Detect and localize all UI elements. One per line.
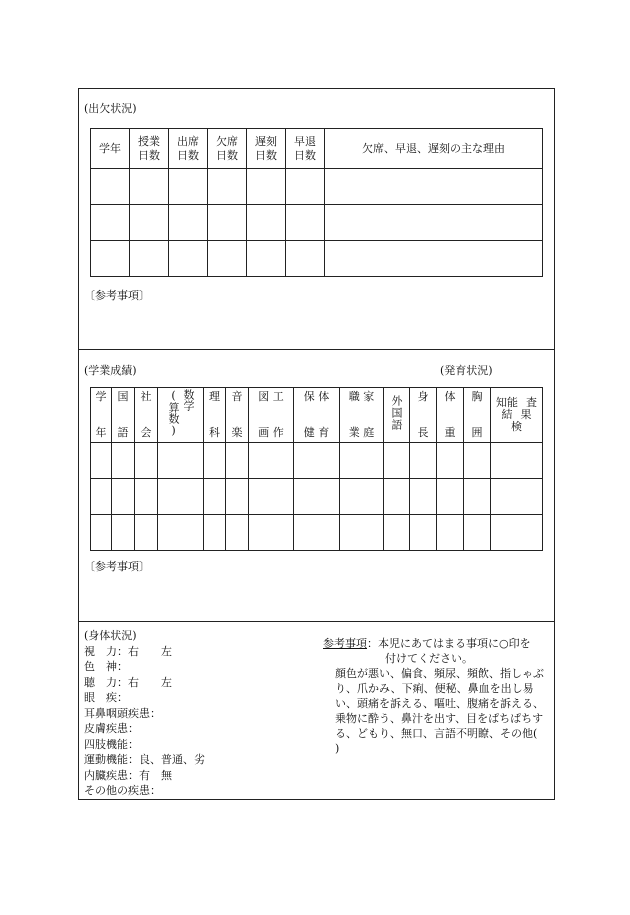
attendance-cell[interactable] [130, 205, 169, 241]
attendance-cell[interactable] [208, 241, 247, 277]
attendance-header-2 [169, 129, 208, 169]
grades-reference-label: 〔参考事項〕 [84, 560, 150, 573]
attendance-header-6 [325, 129, 543, 169]
attendance-cell[interactable] [169, 205, 208, 241]
attendance-header-text: 授業 [138, 134, 160, 148]
physical-line-limbs: 四肢機能： [84, 737, 139, 751]
section-divider-1 [78, 349, 555, 350]
attendance-header-row [91, 129, 543, 169]
header-hotai: 保 体 健 育 [294, 388, 340, 443]
physical-title: (身体状況) [84, 629, 137, 642]
header-zuko: 図 工 画 作 [249, 388, 294, 443]
header-shincho: 身 長 [410, 388, 437, 443]
attendance-cell[interactable] [208, 169, 247, 205]
grades-row [91, 443, 543, 479]
attendance-title: (出欠状況) [84, 102, 137, 115]
attendance-row [91, 205, 543, 241]
grades-row [91, 515, 543, 551]
physical-line-internal: 内臓疾患：有 無 [84, 768, 172, 782]
physical-line-vision: 視 力：右 左 [84, 644, 172, 658]
grades-header-row [91, 388, 543, 443]
attendance-header-0 [91, 129, 130, 169]
reference-notes [323, 636, 582, 756]
attendance-header-5 [286, 129, 325, 169]
attendance-cell[interactable] [91, 241, 130, 277]
notes-label: 参考事項 [323, 637, 367, 650]
header-gaikokugo: 外国語 [384, 388, 410, 443]
attendance-cell[interactable] [286, 205, 325, 241]
attendance-header-1 [130, 129, 169, 169]
attendance-row [91, 241, 543, 277]
attendance-header-text: 日数 [216, 148, 238, 162]
attendance-header-text: 欠席、早退、遅刻の主な理由 [362, 141, 505, 155]
grades-table [90, 387, 543, 551]
attendance-cell[interactable] [325, 241, 543, 277]
attendance-header-4 [247, 129, 286, 169]
attendance-header-text: 日数 [294, 148, 316, 162]
physical-line-motor: 運動機能：良、普通、劣 [84, 753, 205, 766]
header-shakai: 社 会 [135, 388, 158, 443]
attendance-cell[interactable] [247, 241, 286, 277]
attendance-header-text: 遅刻 [255, 134, 277, 148]
attendance-header-text: 学年 [99, 141, 121, 155]
attendance-cell[interactable] [247, 205, 286, 241]
physical-line-ent: 耳鼻咽頭疾患： [84, 706, 161, 720]
growth-title: (発育状況) [440, 364, 493, 377]
attendance-cell[interactable] [169, 241, 208, 277]
header-kyoi: 胸 囲 [464, 388, 491, 443]
physical-status [84, 628, 205, 799]
header-kokugo: 国 語 [112, 388, 135, 443]
attendance-cell[interactable] [247, 169, 286, 205]
attendance-cell[interactable] [286, 241, 325, 277]
attendance-cell[interactable] [169, 169, 208, 205]
header-gakunen: 学 年 [91, 388, 112, 443]
physical-line-eye: 眼 疾： [84, 691, 128, 704]
header-sugaku: 数学 (算数) [158, 388, 204, 443]
attendance-header-text: 早退 [294, 134, 316, 148]
attendance-cell[interactable] [91, 205, 130, 241]
grades-row [91, 479, 543, 515]
grades-title: (学業成績) [84, 364, 137, 377]
attendance-header-text: 日数 [177, 148, 199, 162]
physical-line-hearing: 聴 力：右 左 [84, 675, 172, 689]
notes-body: 顔色が悪い、偏食、頻尿、頻飲、指しゃぶり、爪かみ、下痢、便秘、鼻血を出し易い、頭痛を訴える、嘔吐、腹痛を訴える、乗物に酔う、鼻汁を出す、目をぱちぱちする、どもり、無口、言語不明瞭、その他( ) [335, 667, 582, 755]
attendance-header-text: 出席 [177, 134, 199, 148]
attendance-cell[interactable] [130, 169, 169, 205]
attendance-header-text: 日数 [255, 148, 277, 162]
header-taiju: 体 重 [437, 388, 464, 443]
header-chino-kensa-kekka: 知能 査 結 果 検 [491, 388, 543, 443]
attendance-cell[interactable] [325, 205, 543, 241]
physical-line-other: その他の疾患： [84, 784, 161, 797]
attendance-cell[interactable] [91, 169, 130, 205]
section-divider-2 [78, 621, 555, 622]
header-shokka: 職 家 業 庭 [340, 388, 384, 443]
attendance-cell[interactable] [208, 205, 247, 241]
attendance-header-text: 日数 [138, 148, 160, 162]
attendance-header-text: 欠席 [216, 134, 238, 148]
notes-instruction: ：本児にあてはまる事項に○印を [367, 637, 531, 650]
attendance-reference-label: 〔参考事項〕 [84, 289, 150, 302]
notes-instruction-2: 付けてください。 [385, 652, 473, 665]
physical-line-skin: 皮膚疾患： [84, 722, 139, 735]
header-ongaku: 音 楽 [226, 388, 249, 443]
header-rika: 理 科 [204, 388, 226, 443]
attendance-cell[interactable] [325, 169, 543, 205]
attendance-cell[interactable] [130, 241, 169, 277]
physical-line-color: 色 神： [84, 660, 128, 673]
attendance-table [90, 128, 543, 277]
attendance-row [91, 169, 543, 205]
attendance-cell[interactable] [286, 169, 325, 205]
attendance-header-3 [208, 129, 247, 169]
